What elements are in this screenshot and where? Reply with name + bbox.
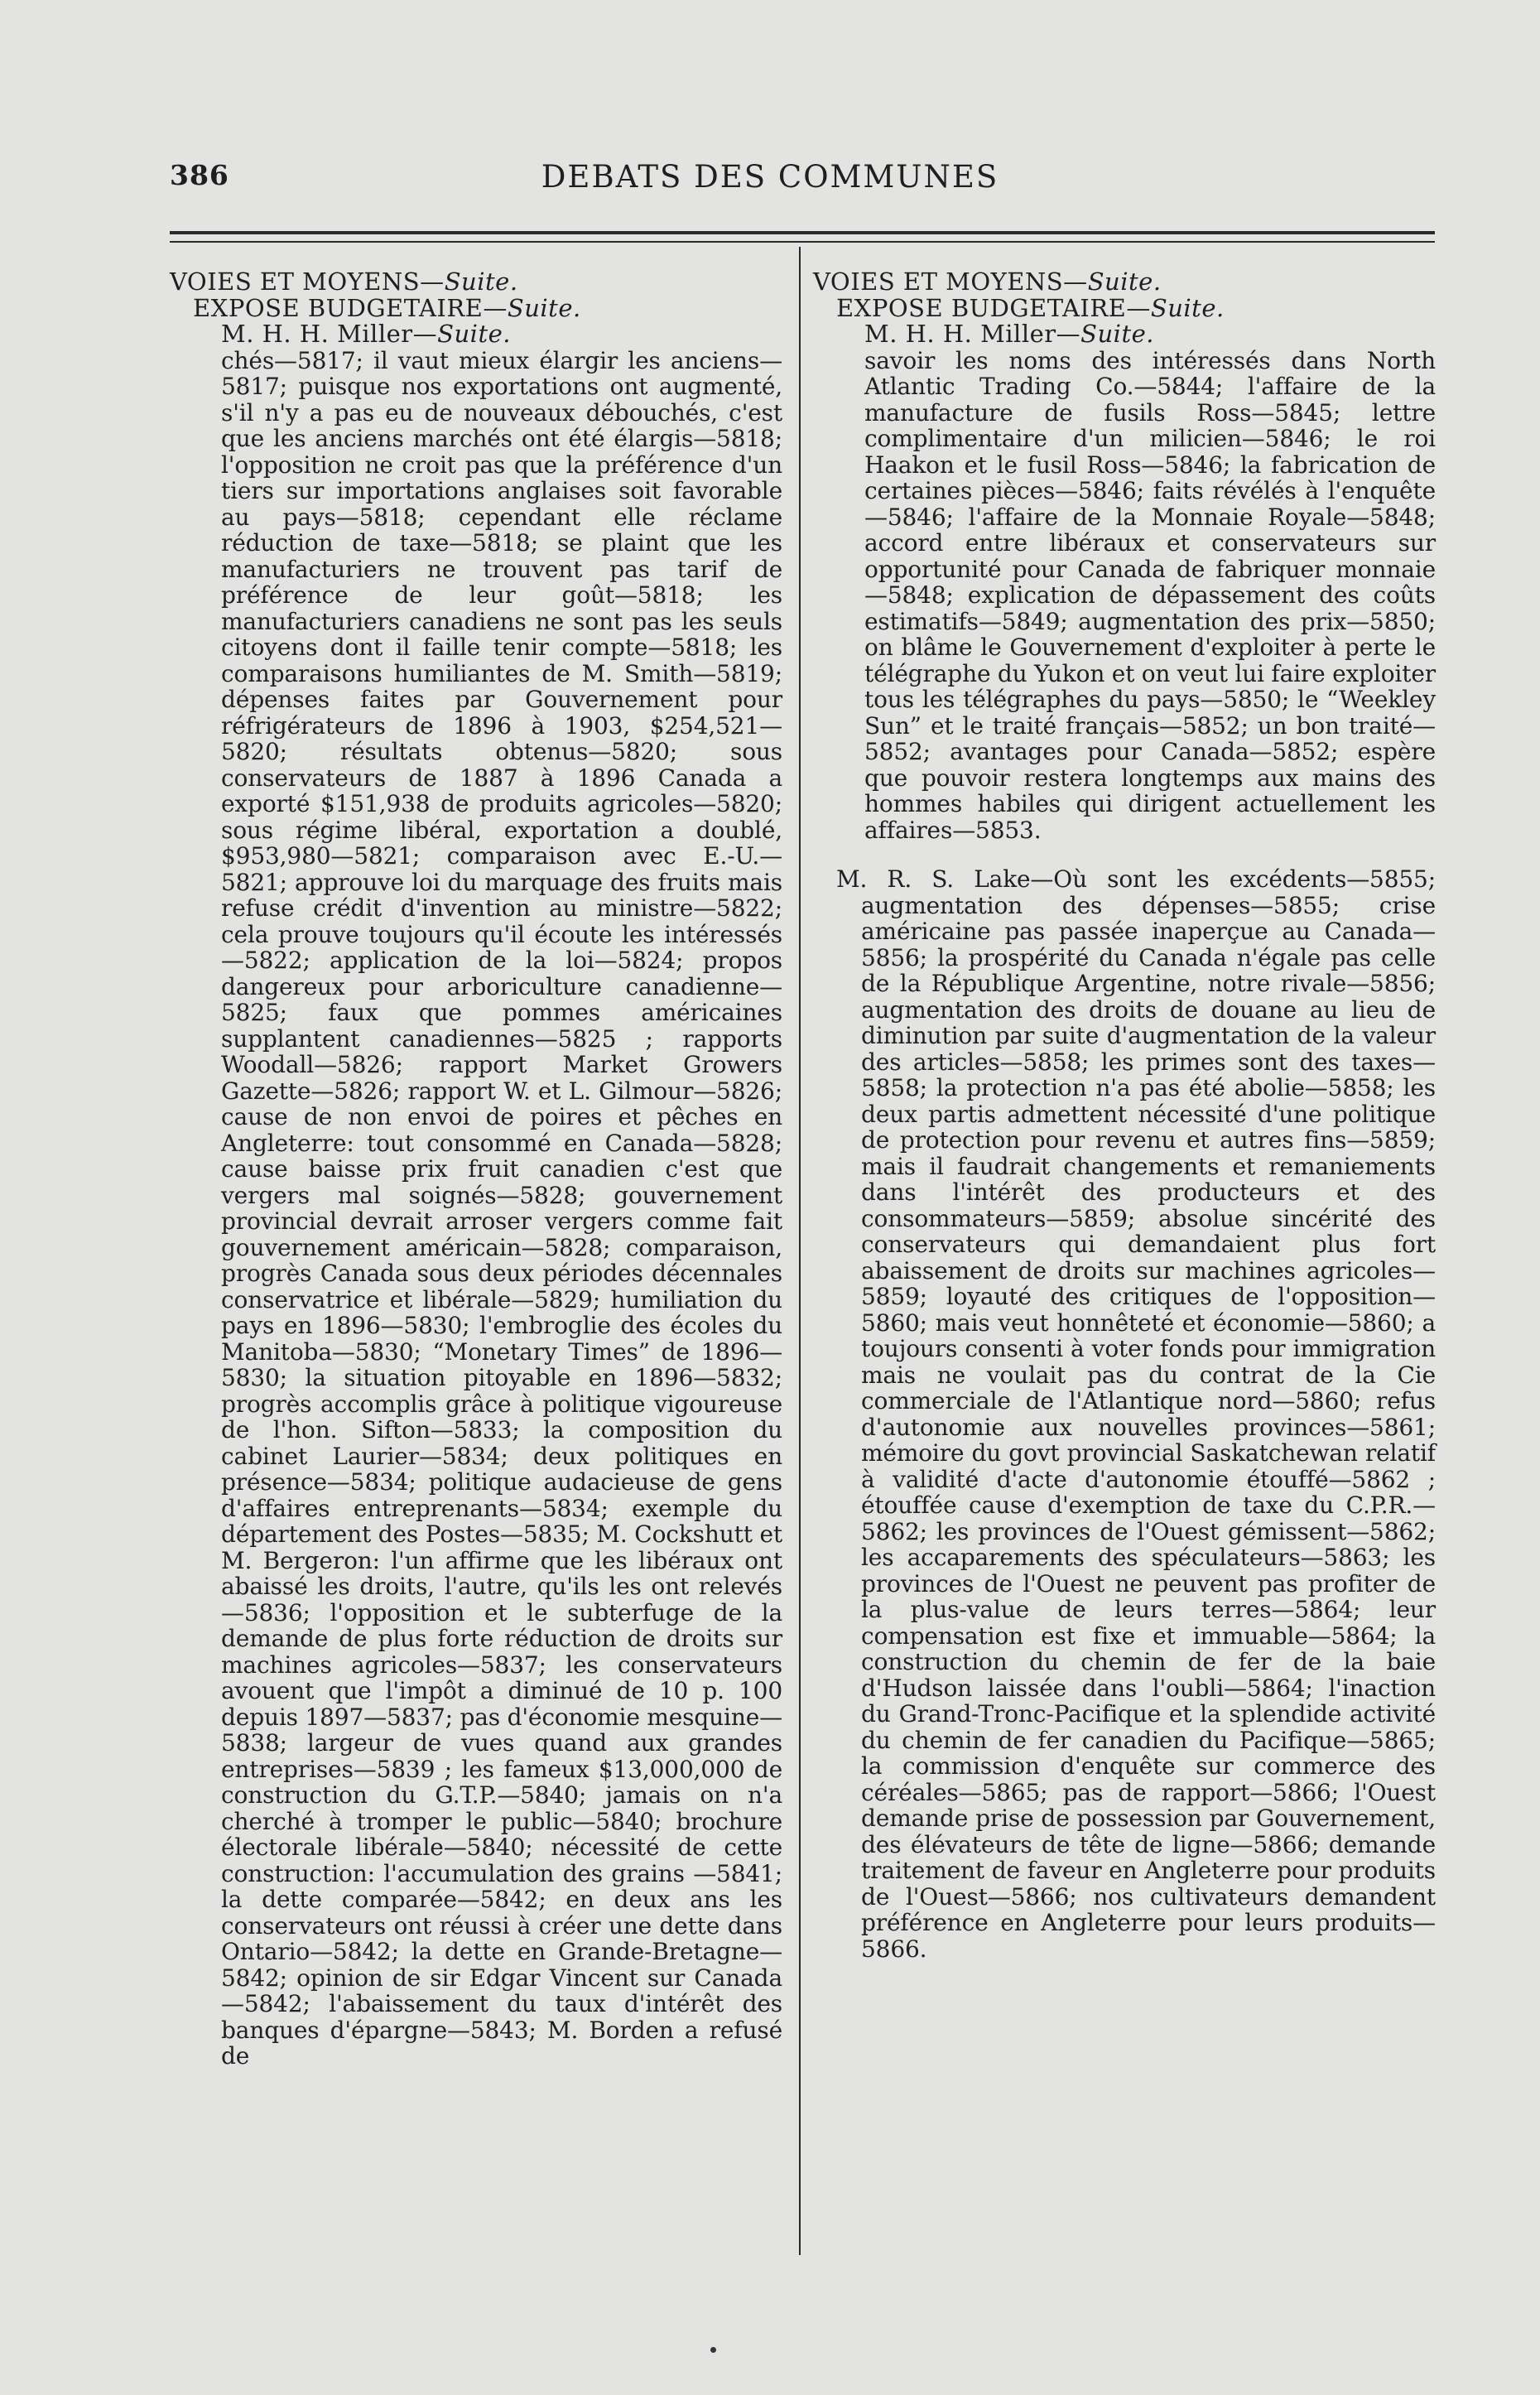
footer-dot (710, 2347, 716, 2353)
section-heading (813, 269, 1436, 296)
heading-suite: Suite. (1080, 320, 1154, 348)
heading-suite: Suite. (507, 293, 581, 322)
heading-suite: Suite. (444, 267, 518, 296)
heading-text: EXPOSE BUDGETAIRE— (193, 293, 508, 322)
speaker-heading (170, 321, 782, 348)
index-body-text: savoir les noms des intéressés dans North Atlantic Trading Co.—5844; l'affaire de la manufacture de fusils Ross—5845; lettre complimentaire d'un milicien—5846; le roi Haakon et le fusil Ross—5846; la fabrication de certaines pièces—5846; faits révélés à l'enquête—5846; l'affaire de la Monnaie Royale—5848; accord entre libéraux et conservateurs sur opportunité pour Canada de fabriquer monnaie—5848; explication de dépassement des coûts estimatifs—5849; augmentation des prix—5850; on blâme le Gouvernement d'exploiter à perte le télégraphe du Yukon et on veut lui faire exploiter tous les télégraphes du pays—5850; le “Weekley Sun” et le traité français—5852; un bon traité—5852; avantages pour Canada—5852; espère que pouvoir restera longtemps aux mains des hommes habiles qui dirigent actuellement les affaires—5853. (864, 346, 1436, 844)
heading-text: VOIES ET MOYENS— (170, 267, 445, 296)
right-column (813, 269, 1436, 1962)
heading-suite: Suite. (1087, 267, 1162, 296)
heading-text: EXPOSE BUDGETAIRE— (836, 293, 1151, 322)
running-head: DEBATS DES COMMUNES (541, 159, 999, 195)
index-body-text: chés—5817; il vaut mieux élargir les anciens—5817; puisque nos exportations ont augmenté, s'il n'y a pas eu de nouveaux débouchés, c'est que les anciens marchés ont été élargis—5818; l'opposition ne croit pas que la préférence d'un tiers sur importations anglaises soit favorable au pays—5818; cependant elle réclame réduction de taxe—5818; se plaint que les manufacturiers ne trouvent pas tarif de préférence de leur goût—5818; les manufacturiers canadiens ne sont pas les seuls citoyens dont il faille tenir compte—5818; les comparaisons humiliantes de M. Smith—5819; dépenses faites par Gouvernement pour réfrigérateurs de 1896 à 1903, $254,521—5820; résultats obtenus—5820; sous conservateurs de 1887 à 1896 Canada a exporté $151,938 de produits agricoles—5820; sous régime libéral, exportation a doublé, $953,980—5821; comparaison avec E.-U.—5821; approuve loi du marquage des fruits mais refuse crédit d'invention au ministre—5822; cela prouve toujours qu'il écoute les intéressés—5822; application de la loi—5824; propos dangereux pour arboriculture canadienne—5825; faux que pommes américaines supplantent canadiennes—5825 ; rapports Woodall—5826; rapport Market Growers Gazette—5826; rapport W. et L. Gilmour—5826; cause de non envoi de poires et pêches en Angleterre: tout consommé en Canada—5828; cause baisse prix fruit canadien c'est que vergers mal soignés—5828; gouvernement provincial devrait arroser vergers comme fait gouvernement américain—5828; comparaison, progrès Canada sous deux périodes décennales conservatrice et libérale—5829; humiliation du pays en 1896—5830; l'embroglie des écoles du Manitoba—5830; “Monetary Times” de 1896—5830; la situation pitoyable en 1896—5832; progrès accomplis grâce à politique vigoureuse de l'hon. Sifton—5833; la composition du cabinet Laurier—5834; deux politiques en présence—5834; politique audacieuse de gens d'affaires entreprenants—5834; exemple du département des Postes—5835; M. Cockshutt et M. Bergeron: l'un affirme que les libéraux ont abaissé les droits, l'autre, qu'ils les ont relevés—5836; l'opposition et le subterfuge de la demande de plus forte réduction de droits sur machines agricoles—5837; les conservateurs avouent que l'impôt a diminué de 10 p. 100 depuis 1897—5837; pas d'économie mesquine—5838; largeur de vues quand aux grandes entreprises—5839 ; les fameux $13,000,000 de construction du G.T.P.—5840; jamais on n'a cherché à tromper le public—5840; brochure électorale libérale—5840; nécessité de cette construction: l'accumulation des grains —5841; la dette comparée—5842; en deux ans les conservateurs ont réussi à créer une dette dans Ontario—5842; la dette en Grande-Bretagne—5842; opinion de sir Edgar Vincent sur Canada—5842; l'abaissement du taux d'intérêt des banques d'épargne—5843; M. Borden a refusé de (221, 346, 782, 2070)
speaker-heading (813, 321, 1436, 348)
heading-text: M. H. H. Miller— (221, 320, 438, 348)
section-heading (170, 269, 782, 296)
subsection-heading (170, 293, 782, 322)
header-rule-thick (170, 231, 1435, 234)
column-divider (799, 247, 801, 2255)
heading-text: VOIES ET MOYENS— (813, 267, 1088, 296)
index-entry-lake: M. R. S. Lake—Où sont les excédents—5855; augmentation des dépenses—5855; crise américaine pas passée inaperçue au Canada—5856; la prospérité du Canada n'égale pas celle de la République Argentine, notre rivale—5856; augmentation des droits de douane au lieu de diminution par suite d'augmentation de la valeur des articles—5858; les primes sont des taxes—5858; la protection n'a pas été abolie—5858; les deux partis admettent nécessité d'une politique de protection pour revenu et autres fins—5859; mais il faudrait changements et remaniements dans l'intérêt des producteurs et des consommateurs—5859; absolue sincérité des conservateurs qui demandaient plus fort abaissement de droits sur machines agricoles—5859; loyauté des critiques de l'opposition—5860; mais veut honnêteté et économie—5860; a toujours consenti à voter fonds pour immigration mais ne voulait pas du contrat de la Cie commerciale de l'Atlantique nord—5860; refus d'autonomie aux nouvelles provinces—5861; mémoire du govt provincial Saskatchewan relatif à validité d'acte d'autonomie étouffé—5862 ; étouffée cause d'exemption de taxe du C.P.R.—5862; les provinces de l'Ouest gémissent—5862; les accaparements des spéculateurs—5863; les provinces de l'Ouest ne peuvent pas profiter de la plus-value de leurs terres—5864; leur compensation est fixe et immuable—5864; la construction du chemin de fer de la baie d'Hudson laissée dans l'oubli—5864; l'inaction du Grand-Tronc-Pacifique et la splendide activité du chemin de fer canadien du Pacifique—5865; la commission d'enquête sur commerce des céréales—5865; pas de rapport—5866; l'Ouest demande prise de possession par Gouvernement, des élévateurs de tête de ligne—5866; demande traitement de faveur en Angleterre pour produits de l'Ouest—5866; nos cultivateurs demandent préférence en Angleterre pour leurs produits—5866. (836, 865, 1436, 1963)
page-number: 386 (170, 159, 229, 191)
left-column (170, 269, 782, 2070)
header-rule-thin (170, 241, 1435, 243)
heading-text: M. H. H. Miller— (864, 320, 1081, 348)
heading-suite: Suite. (437, 320, 511, 348)
heading-suite: Suite. (1150, 293, 1225, 322)
subsection-heading (813, 293, 1436, 322)
